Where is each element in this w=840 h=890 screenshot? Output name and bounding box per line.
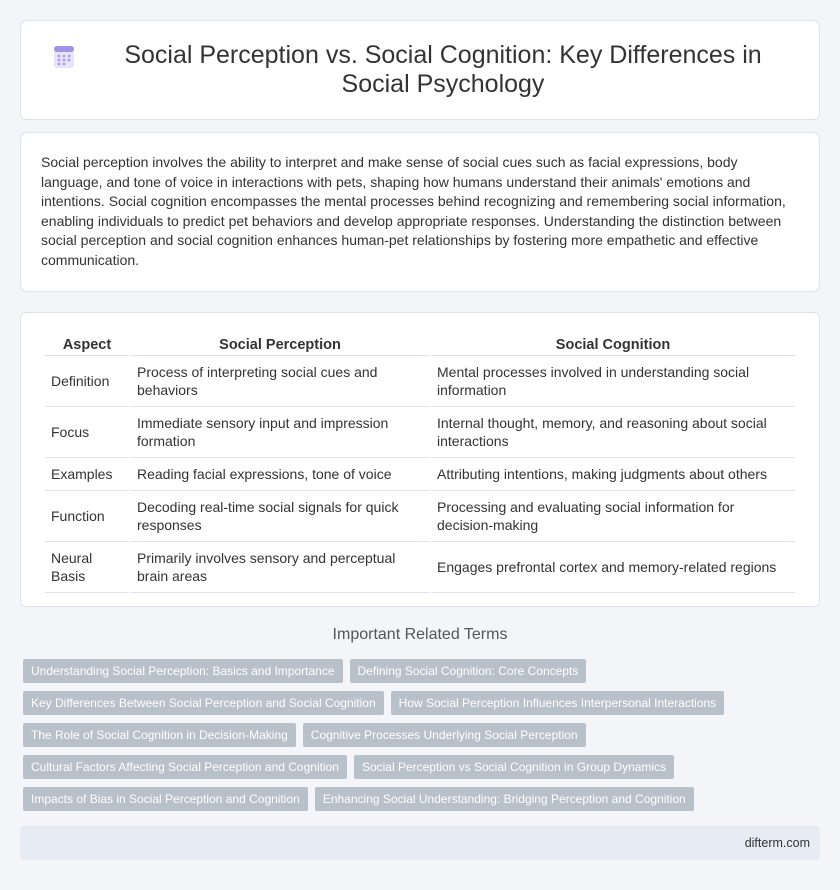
tag-row [23,659,823,683]
related-term-link[interactable]: Enhancing Social Understanding: Bridging Perception and Cognition [315,787,694,811]
table-cell-aspect: Neural Basis [45,542,129,593]
site-name[interactable]: difterm.com [744,836,810,850]
table-row [45,491,795,542]
table-cell-aspect: Function [45,491,129,542]
table-cell-perception: Process of interpreting social cues and behaviors [131,356,429,407]
intro-card [20,132,820,292]
table-cell-perception: Reading facial expressions, tone of voice [131,458,429,491]
table-row [45,356,795,407]
comparison-table [43,333,797,593]
page-title: Social Perception vs. Social Cognition: Key Differences in Social Psychology [124,41,762,98]
related-term-link[interactable]: Key Differences Between Social Perception and Social Cognition [23,691,384,715]
related-term-link[interactable]: Defining Social Cognition: Core Concepts [350,659,587,683]
table-cell-cognition: Attributing intentions, making judgments about others [431,458,795,491]
comparison-table-card [20,312,820,607]
related-term-link[interactable]: Social Perception vs Social Cognition in Group Dynamics [354,755,674,779]
table-row [45,458,795,491]
table-row [45,542,795,593]
related-term-link[interactable]: Impacts of Bias in Social Perception and Cognition [23,787,308,811]
column-header-social-perception: Social Perception [131,333,429,356]
table-cell-perception: Immediate sensory input and impression formation [131,407,429,458]
header-card [20,20,820,120]
related-terms-heading: Important Related Terms [332,626,508,643]
related-terms-list [23,659,823,819]
table-row [45,407,795,458]
tag-row [23,723,823,747]
column-header-aspect: Aspect [45,333,129,356]
related-term-link[interactable]: The Role of Social Cognition in Decision-Making [23,723,296,747]
table-cell-aspect: Definition [45,356,129,407]
table-cell-cognition: Internal thought, memory, and reasoning about social interactions [431,407,795,458]
column-header-social-cognition: Social Cognition [431,333,795,356]
tag-row [23,691,823,715]
document-icon [51,44,77,70]
related-term-link[interactable]: Cultural Factors Affecting Social Perception and Cognition [23,755,347,779]
table-cell-cognition: Mental processes involved in understanding social information [431,356,795,407]
tag-row [23,755,823,779]
table-cell-aspect: Examples [45,458,129,491]
table-cell-perception: Decoding real-time social signals for quick responses [131,491,429,542]
tag-row [23,787,823,811]
table-cell-cognition: Processing and evaluating social information for decision-making [431,491,795,542]
related-term-link[interactable]: How Social Perception Influences Interpersonal Interactions [391,691,725,715]
footer [20,826,820,860]
related-term-link[interactable]: Cognitive Processes Underlying Social Perception [303,723,586,747]
table-cell-cognition: Engages prefrontal cortex and memory-related regions [431,542,795,593]
table-cell-aspect: Focus [45,407,129,458]
table-cell-perception: Primarily involves sensory and perceptual brain areas [131,542,429,593]
intro-paragraph: Social perception involves the ability to interpret and make sense of social cues such as facial expressions, body language, and tone of voice in interactions with pets, shaping how humans understand their animals' emotions and intentions. Social cognition encompasses the mental processes behind recognizing and remembering social information, enabling individuals to predict pet behaviors and develop appropriate responses. Understanding the distinction between social perception and social cognition enhances human-pet relationships by fostering more empathetic and effective communication. [41,154,786,268]
related-term-link[interactable]: Understanding Social Perception: Basics and Importance [23,659,343,683]
table-header-row [45,333,795,356]
